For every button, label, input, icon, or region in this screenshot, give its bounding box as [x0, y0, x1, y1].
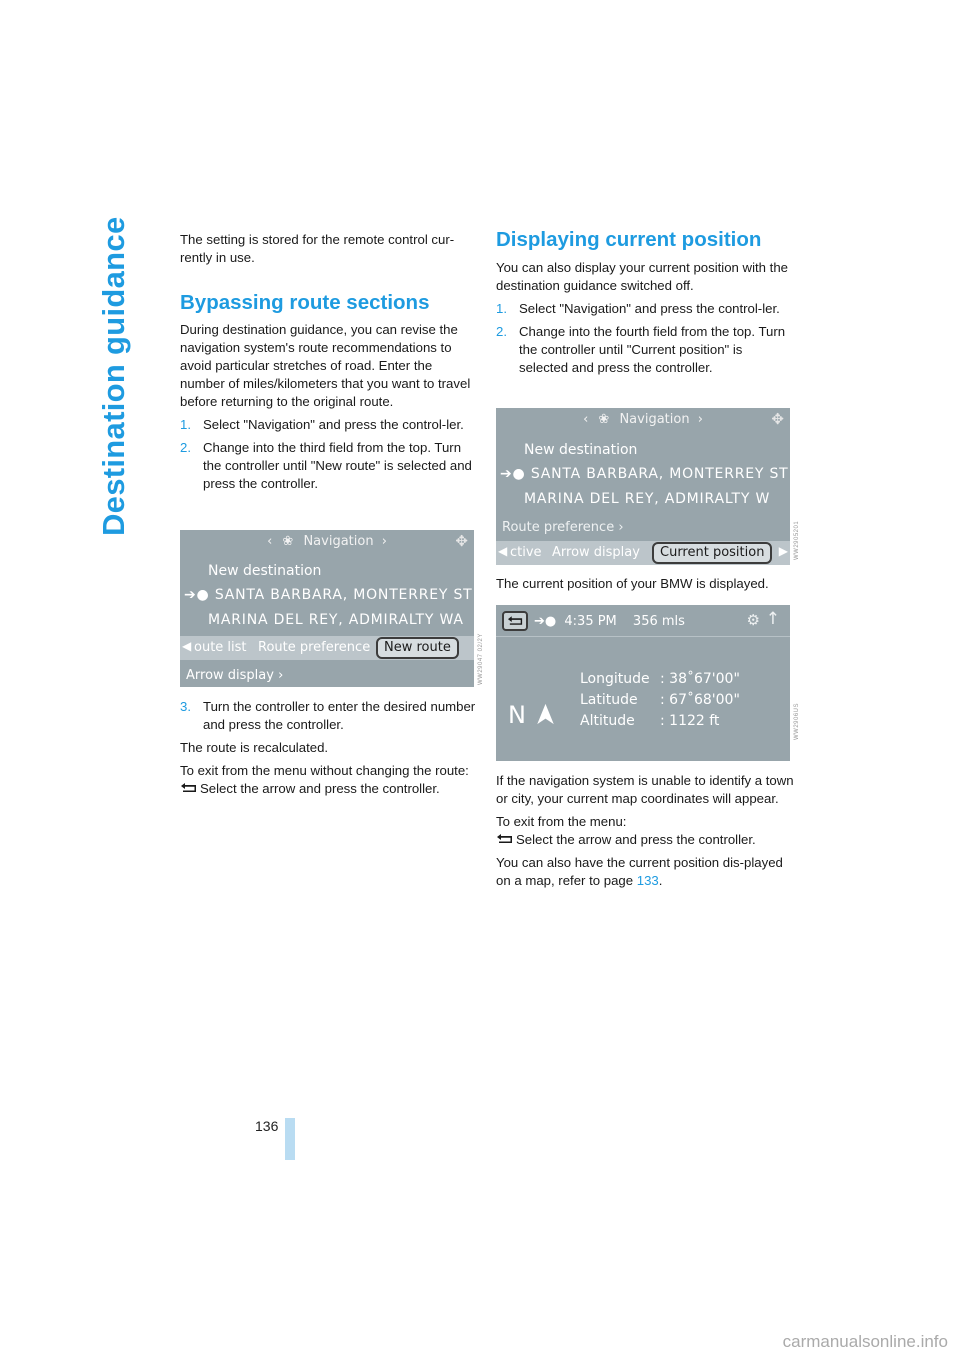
altitude-value: : 1122 ft	[660, 713, 720, 729]
arrow-display-row[interactable]	[186, 668, 283, 683]
route-arrow-icon: ➔●	[184, 587, 210, 603]
chevron-right-icon: ›	[278, 668, 284, 683]
new-destination-row: New destination	[208, 563, 322, 579]
step-text: Select "Navigation" and press the control-ler.	[519, 301, 780, 316]
time-value: 4:35 PM	[564, 614, 617, 629]
chevron-left-icon: ‹	[267, 534, 273, 549]
menu-item-current-position[interactable]: Current position	[652, 542, 772, 564]
chevron-right-icon: ›	[381, 534, 387, 549]
image-code: WW29047 02/2Y	[478, 633, 484, 685]
step-text: Change into the fourth field from the top. Turn the controller until "Current position" is selected and press the controller.	[519, 324, 786, 375]
display-menu-bar	[496, 541, 790, 565]
chevron-left-icon: ‹	[583, 412, 589, 427]
route-preference-row[interactable]	[502, 520, 624, 535]
exit-intro: To exit from the menu without changing the route:	[180, 763, 469, 778]
back-arrow-icon	[496, 834, 514, 845]
back-arrow-icon	[507, 616, 524, 627]
scroll-left-icon: ◀	[498, 544, 508, 558]
menu-item-route-list[interactable]: oute list	[194, 640, 247, 655]
longitude-value: : 38˚67'00"	[660, 671, 740, 687]
chevron-right-icon: ›	[697, 412, 703, 427]
arrow-display-label: Arrow display	[186, 668, 274, 683]
scroll-right-icon: ▶	[778, 544, 788, 558]
move-icon: ✥	[771, 410, 784, 428]
back-button[interactable]	[502, 611, 528, 631]
step-text: Change into the third field from the top. Turn the controller until "New route" is selected and press the controller.	[203, 440, 472, 491]
right-step-2	[496, 323, 794, 377]
destination-label: SANTA BARBARA, MONTERREY ST	[214, 587, 473, 603]
destination-row: MARINA DEL REY, ADMIRALTY WA	[208, 612, 464, 628]
screen-header	[496, 412, 790, 427]
compass-north-label: N	[508, 701, 526, 729]
guidance-status	[534, 614, 685, 629]
destination-label: SANTA BARBARA, MONTERREY ST	[530, 466, 789, 482]
latitude-value: : 67˚68'00"	[660, 692, 740, 708]
current-position-heading: Displaying current position	[496, 228, 762, 251]
step-text: Select "Navigation" and press the control-ler.	[203, 417, 464, 432]
step-number: 1.	[180, 417, 191, 432]
menu-item-active[interactable]: ctive	[510, 545, 542, 560]
route-menu-bar	[180, 636, 474, 660]
new-destination-row: New destination	[524, 442, 638, 458]
route-preference-label: Route preference	[502, 520, 615, 535]
right-step-1	[496, 300, 794, 318]
exit-action	[496, 831, 794, 849]
destination-row-active	[184, 587, 473, 603]
image-code: WW2906US	[794, 702, 800, 740]
intro-paragraph: The setting is stored for the remote control cur-rently in use.	[180, 232, 455, 265]
left-column-continued	[180, 698, 478, 803]
satellite-icon: ❀	[598, 412, 610, 427]
step-number: 1.	[496, 301, 507, 316]
left-step-3	[180, 698, 478, 734]
navigation-screen-new-route	[180, 530, 474, 687]
route-arrow-icon: ➔●	[500, 466, 526, 482]
step-number: 2.	[180, 440, 191, 455]
current-position-screen	[496, 605, 790, 761]
distance-value: 356 mls	[632, 614, 685, 629]
left-column	[180, 231, 478, 498]
page-marker-bar	[285, 1118, 295, 1160]
image-code: WW2905201	[794, 520, 800, 560]
bypass-paragraph: During destination guidance, you can revise the navigation system's route recommendations to avoid particular stretches of road. Enter the number of miles/kilometers that you want to travel before returning to the original route.	[180, 322, 471, 409]
back-arrow-icon	[180, 783, 198, 794]
move-icon: ✥	[455, 532, 468, 550]
map-reference-text: You can also have the current position dis-played on a map, refer to page	[496, 855, 783, 888]
page-link[interactable]: 133	[636, 873, 659, 888]
step-text: Turn the controller to enter the desired number and press the controller.	[203, 699, 476, 732]
current-position-intro: You can also display your current position with the destination guidance switched off.	[496, 260, 789, 293]
altitude-label: Altitude	[580, 713, 635, 729]
left-step-1	[180, 416, 478, 434]
satellite-icon: ❀	[282, 534, 294, 549]
scroll-left-icon: ◀	[182, 639, 192, 653]
exit-action-text: Select the arrow and press the controller.	[200, 781, 440, 796]
step-number: 3.	[180, 699, 191, 714]
screen-header-title: Navigation	[303, 534, 374, 549]
menu-item-arrow-display[interactable]: Arrow display	[552, 545, 640, 560]
menu-item-route-preference[interactable]: Route preference	[258, 640, 371, 655]
unable-identify-text: If the navigation system is unable to identify a town or city, your current map coordinates will appear.	[496, 773, 794, 806]
page-number: 136	[255, 1118, 279, 1134]
exit-action-text: Select the arrow and press the controller.	[516, 832, 756, 847]
latitude-label: Latitude	[580, 692, 638, 708]
destination-row: MARINA DEL REY, ADMIRALTY W	[524, 491, 771, 507]
period: .	[658, 873, 663, 888]
screen-header-title: Navigation	[619, 412, 690, 427]
destination-row-active	[500, 466, 789, 482]
left-step-2	[180, 439, 478, 493]
exit-action	[180, 780, 478, 798]
map-reference	[496, 854, 794, 890]
bypass-heading: Bypassing route sections	[180, 291, 430, 314]
longitude-label: Longitude	[580, 671, 650, 687]
settings-gear-icon[interactable]: ⚙	[746, 611, 760, 629]
north-arrow-icon[interactable]: ↑	[765, 609, 780, 629]
right-column-middle	[496, 575, 794, 598]
heading-arrow-icon	[536, 703, 555, 725]
chevron-right-icon: ›	[618, 520, 624, 535]
navigation-screen-current-position	[496, 408, 790, 565]
right-column-bottom	[496, 772, 794, 895]
exit-intro: To exit from the menu:	[496, 814, 627, 829]
route-arrow-icon: ➔●	[534, 614, 557, 629]
step-number: 2.	[496, 324, 507, 339]
section-title: Destination guidance	[96, 216, 131, 536]
position-displayed-text: The current position of your BMW is displayed.	[496, 576, 769, 591]
footer-watermark: carmanualsonline.info	[782, 1332, 948, 1351]
recalculated-text: The route is recalculated.	[180, 740, 329, 755]
screen-header	[180, 534, 474, 549]
right-column	[496, 228, 794, 382]
divider	[496, 636, 790, 637]
menu-item-new-route[interactable]: New route	[376, 637, 459, 659]
